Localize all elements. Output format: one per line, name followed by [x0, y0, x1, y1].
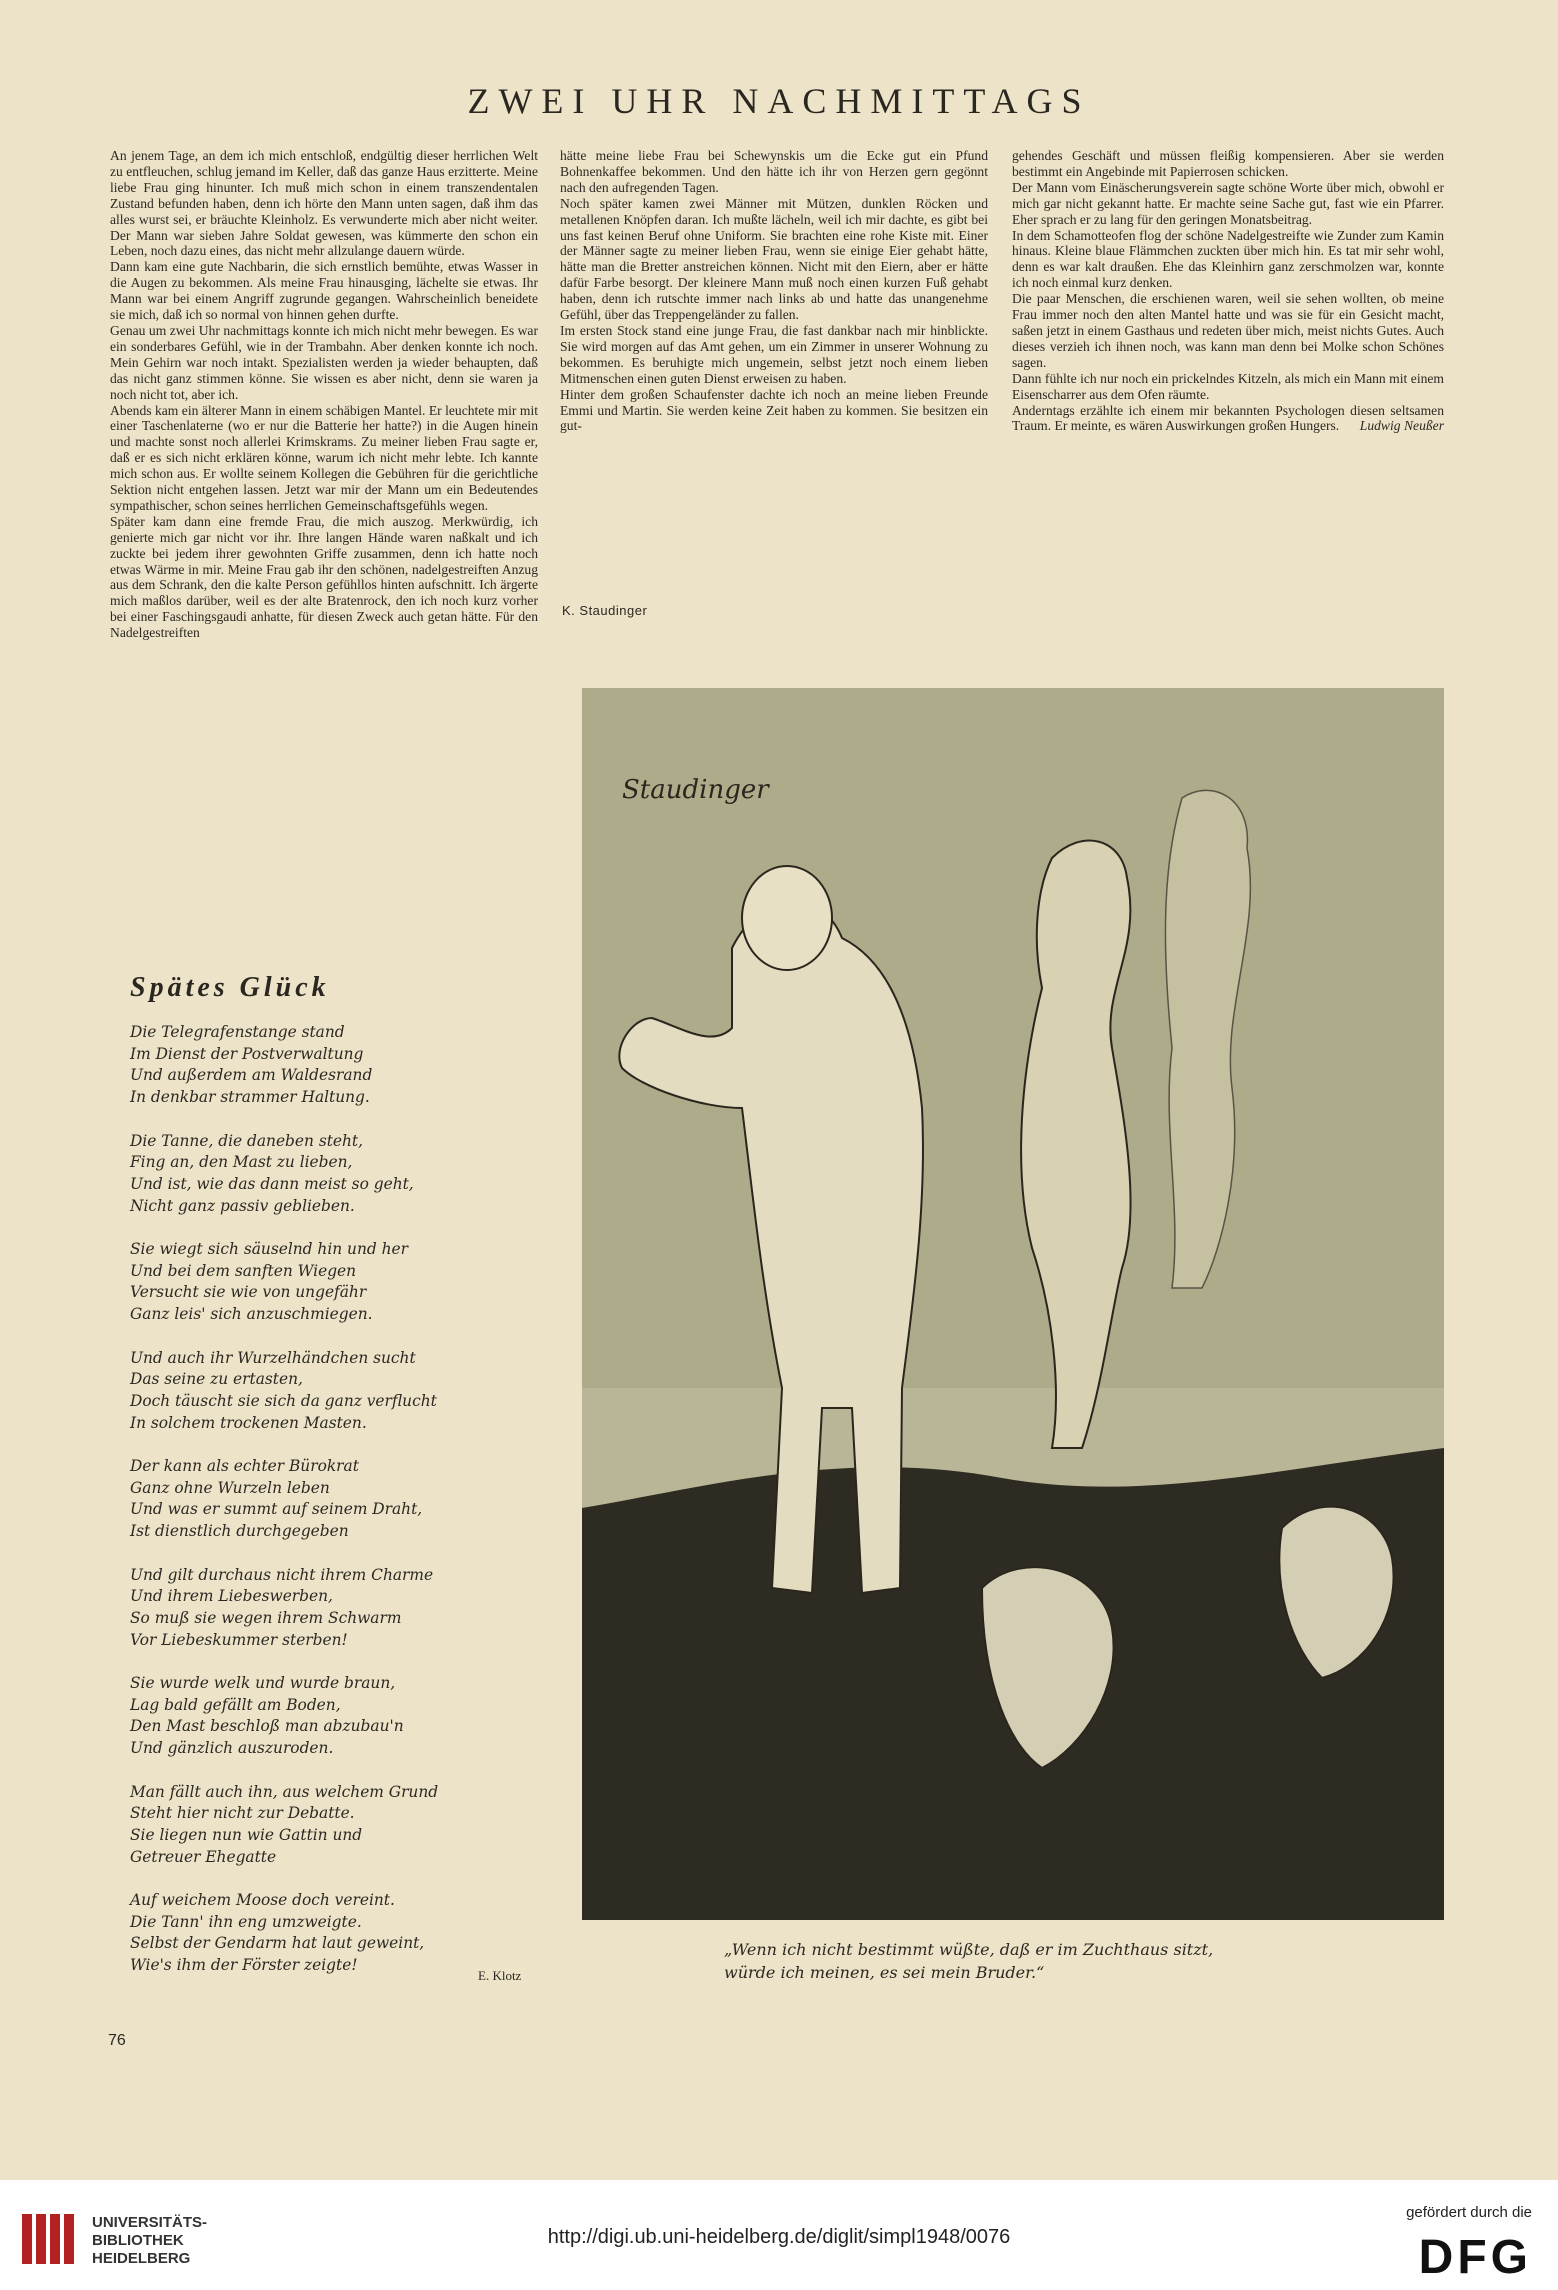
poem-line: Wie's ihm der Förster zeigte! [130, 1956, 358, 1975]
article-paragraph: Dann kam eine gute Nachbarin, die sich ernstlich bemühte, etwas Wasser in die Augen zu bekommen. Als meine Frau hinausging, lächelte sie etwas. Ihr Mann war bei einem Angriff zugrunde gegangen. Wahrscheinlich beneidete sie mich, daß ich so normal von hinnen gehen durfte. [110, 259, 538, 323]
poem-line: Man fällt auch ihn, aus welchem Grund [130, 1782, 439, 1801]
article-column-3 [1012, 148, 1444, 434]
poem-line: Vor Liebeskummer sterben! [130, 1630, 348, 1649]
article-paragraph: Genau um zwei Uhr nachmittags konnte ich mich nicht mehr bewegen. Es war ein sonderbares Gefühl, wie in der Trambahn. Aber denken konnte ich noch. Mein Gehirn war noch intakt. Spezialisten werden ja wieder behaupten, daß das nicht ganz stimmen könne. Sie wissen es aber nicht, denn sie waren ja noch nicht tot, aber ich. [110, 322, 538, 402]
article-paragraph: In dem Schamotteofen flog der schöne Nadelgestreifte wie Zunder zum Kamin hinaus. Kleine blaue Flämmchen zuckten über mich hin. Es tat mir sehr wohl, denn es war kalt draußen. Ehe das Kleinhirn ganz zerschmolzen war, konnte ich noch einmal kurz denken. [1012, 227, 1444, 291]
article-paragraph: Noch später kamen zwei Männer mit Mützen, dunklen Röcken und metallenen Knöpfen daran. Ich mußte lächeln, weil ich mir dachte, es gibt bei uns fast keinen Beruf ohne Uniform. Sie brachten eine rohe Kiste mit. Einer der Männer sagte zu meiner lieben Frau, wenn sie einige Eier gehabt hätte, hätte man die Bretter anstreichen können. Nicht mit den Eiern, aber er hätte dafür Farbe besorgt. Der kleinere Mann muß noch einen kurzen Fuß gehabt haben, denn ich rutschte immer nach links ab und hatte das unangenehme Gefühl, über das Treppengeländer zu fallen. [560, 195, 988, 323]
poem-line: Und gilt durchaus nicht ihrem Charme [130, 1565, 434, 1584]
footer [0, 2180, 1558, 2290]
library-line-3: HEIDELBERG [92, 2250, 191, 2267]
poem-line: Nicht ganz passiv geblieben. [130, 1196, 355, 1215]
article-title: ZWEI UHR NACHMITTAGS [467, 81, 1091, 121]
poem-line: Der kann als echter Bürokrat [130, 1457, 359, 1475]
poem-line: Und bei dem sanften Wiegen [130, 1261, 357, 1280]
illustration [582, 688, 1444, 1920]
article-paragraph: An jenem Tage, an dem ich mich entschloß, endgültig dieser herrlichen Welt zu entfleuchen, schlug jemand im Keller, daß das ganze Haus erzitterte. Meine liebe Frau ging hinunter. Ich muß mich schon in einem transzendentalen Zustand befunden haben, denn ich hörte den Mann unten sagen, daß ihm das alles wurst sei, er bräuchte Kleinholz. Es verwunderte mich aber nicht weiter. Der Mann war sieben Jahre Soldat gewesen, was kümmerte den schon ein Leben, noch dazu eines, das nicht mehr allzulange dauern würde. [110, 148, 538, 259]
poem-line: Und ist, wie das dann meist so geht, [130, 1174, 414, 1193]
poem-line: Und was er summt auf seinem Draht, [130, 1500, 423, 1519]
poem-line: In denkbar strammer Haltung. [130, 1088, 370, 1107]
poem-line: Lag bald gefällt am Boden, [130, 1695, 341, 1714]
poem-line: Ganz leis' sich anzuschmiegen. [130, 1305, 373, 1324]
poem-line: Auf weichem Moose doch vereint. [130, 1891, 395, 1909]
poem-line: Das seine zu ertasten, [130, 1370, 303, 1389]
poem-line: Und auch ihr Wurzelhändchen sucht [130, 1348, 416, 1367]
poem-line: Sie wiegt sich säuselnd hin und her [130, 1240, 409, 1258]
poem-line: Den Mast beschloß man abzubau'n [130, 1717, 404, 1736]
poem-stanza [130, 1022, 550, 1109]
poem-stanza [130, 1673, 550, 1760]
article-paragraph: Abends kam ein älterer Mann in einem schäbigen Mantel. Er leuchtete mir mit einer Taschenlaterne (wo er nur die Batterie her hatte?) in die Augen hinein und machte sonst noch allerlei Krimskrams. Zu meiner lieben Frau sagte er, daß er es sich nicht erklären könne, warum ich nicht mehr lebte. Ich kannte mich schon aus. Er wollte seinem Kollegen die Gebühren für die gerichtliche Sektion nicht entgehen lassen. Jetzt war mir der Mann um ein Bedeutendes sympathischer, schon seines herrlichen Gemeinschaftsgefühls wegen. [110, 402, 538, 513]
article-author: Ludwig Neußer [1359, 418, 1444, 434]
poem-line: In solchem trockenen Masten. [130, 1413, 367, 1432]
poem-line: Die Telegrafenstange stand [130, 1023, 345, 1041]
article-paragraph: Dann fühlte ich nur noch ein prickelndes Kitzeln, als mich ein Mann mit einem Eisenscharrer aus dem Ofen räumte. [1012, 370, 1444, 402]
poem-line: Die Tann' ihn eng umzweigte. [130, 1912, 362, 1931]
article-paragraph: Im ersten Stock stand eine junge Frau, die fast dankbar nach mir hinblickte. Sie wird morgen auf das Amt gehen, um ein Zimmer in unserer Wohnung zu bekommen. Es beruhigte mich ungemein, selbst jetzt noch einem lieben Mitmenschen einen guten Dienst erweisen zu haben. [560, 322, 988, 386]
poem-line: Versucht sie wie von ungefähr [130, 1283, 367, 1302]
caption-line-1: „Wenn ich nicht bestimmt wüßte, daß er im Zuchthaus sitzt, [724, 1940, 1214, 1959]
poem-stanza [130, 1890, 550, 1977]
poem-stanza [130, 1456, 550, 1543]
poem-body [130, 1022, 550, 1999]
library-line-1: UNIVERSITÄTS- [92, 2214, 208, 2231]
article-paragraph: Später kam dann eine fremde Frau, die mich auszog. Merkwürdig, ich genierte mich gar nicht vor ihr. Ihre langen Hände waren naßkalt und ich zuckte bei jedem ihrer gewohnten Griffe zusammen, denn ich hatte noch etwas Wärme in mir. Meine Frau gab ihr den schönen, nadelgestreiften Anzug aus dem Schrank, den die kalte Person gefühllos hinten aufschnitt. Ich ärgerte mich maßlos darüber, weil es der alte Bratenrock, den ich noch kurz vorher bei einer Faschingsgaudi anhatte, für diesen Zweck auch getan hätte. Für den Nadelgestreiften [110, 513, 538, 641]
page-number: 76 [108, 2032, 126, 2049]
poem-line: Getreuer Ehegatte [130, 1847, 277, 1866]
poem-line: Und außerdem am Waldesrand [130, 1066, 373, 1085]
illustration-man-head [742, 866, 832, 970]
illustration-credit: K. Staudinger [562, 603, 648, 618]
illustration-caption [724, 1938, 1213, 1984]
poem-stanza [130, 1782, 550, 1869]
article-paragraph: Die paar Menschen, die erschienen waren, weil sie sehen wollten, ob meine Frau immer noch den alten Mantel hatte und was sie für ein Gesicht macht, saßen jetzt in einem Gasthaus und redeten über mich, meist nichts Gutes. Auch dieses verzieh ich ihnen noch, was kann man denn bei Molke schon Schönes sagen. [1012, 291, 1444, 370]
poem-line: Sie wurde welk und wurde braun, [130, 1674, 396, 1692]
poem-line: So muß sie wegen ihrem Schwarm [130, 1608, 402, 1627]
article-column-3-body [1012, 148, 1444, 434]
poem-stanza [130, 1565, 550, 1652]
poem-line: Die Tanne, die daneben steht, [130, 1131, 363, 1150]
article-column-2 [560, 148, 988, 434]
poem-line: Selbst der Gendarm hat laut geweint, [130, 1934, 425, 1953]
article-paragraph: Der Mann vom Einäscherungsverein sagte schöne Worte über mich, obwohl er mich gar nicht gekannt hatte. Er machte seine Sache gut, fast wie ein Pfarrer. Eher sprach er zu lang für den geringen Monatsbeitrag. [1012, 179, 1444, 227]
article-paragraph: Hinter dem großen Schaufenster dachte ich noch an meine lieben Freunde Emmi und Martin. Sie werden keine Zeit haben zu kommen. Sie besitzen ein gut- [560, 386, 988, 434]
article-paragraph: gehendes Geschäft und müssen fleißig kompensieren. Aber sie werden bestimmt ein Angebinde mit Papierrosen schicken. [1012, 148, 1444, 179]
poem-line: Doch täuscht sie sich da ganz verflucht [130, 1391, 437, 1410]
poem-author: E. Klotz [478, 1968, 522, 1983]
source-url[interactable]: http://digi.ub.uni-heidelberg.de/diglit/simpl1948/0076 [547, 2226, 1011, 2248]
funding-label: gefördert durch die [1406, 2204, 1532, 2221]
library-line-2: BIBLIOTHEK [92, 2232, 184, 2249]
poem-line: Und ihrem Liebeswerben, [130, 1587, 333, 1606]
article-paragraph: hätte meine liebe Frau bei Schewynskis um die Ecke gut ein Pfund Bohnenkaffee bekommen. Und den hätte ich ihr von Herzen gern gegönnt nach den aufregenden Tagen. [560, 148, 988, 195]
poem-title: Spätes Glück [130, 972, 330, 1003]
poem-line: Im Dienst der Postverwaltung [130, 1044, 364, 1063]
poem-line: Steht hier nicht zur Debatte. [130, 1804, 355, 1823]
poem-line: Ist dienstlich durchgegeben [130, 1522, 349, 1541]
caption-line-2: würde ich meinen, es sei mein Bruder.“ [724, 1963, 1045, 1982]
article-paragraph: Anderntags erzählte ich einem mir bekannten Psychologen diesen seltsamen Traum. Er meinte, es wären Auswirkungen großen Hungers. Ludwig Neußer [1012, 402, 1444, 434]
poem-stanza [130, 1239, 550, 1326]
dfg-logo: DFG [1418, 2231, 1532, 2284]
poem-stanza [130, 1348, 550, 1435]
poem-line: Sie liegen nun wie Gattin und [130, 1825, 363, 1844]
article-column-1 [110, 148, 538, 641]
poem-stanza [130, 1131, 550, 1218]
illustration-signature: Staudinger [622, 775, 769, 805]
poem-line: Und gänzlich auszuroden. [130, 1739, 334, 1758]
poem-line: Fing an, den Mast zu lieben, [130, 1153, 353, 1172]
poem-line: Ganz ohne Wurzeln leben [130, 1478, 330, 1497]
